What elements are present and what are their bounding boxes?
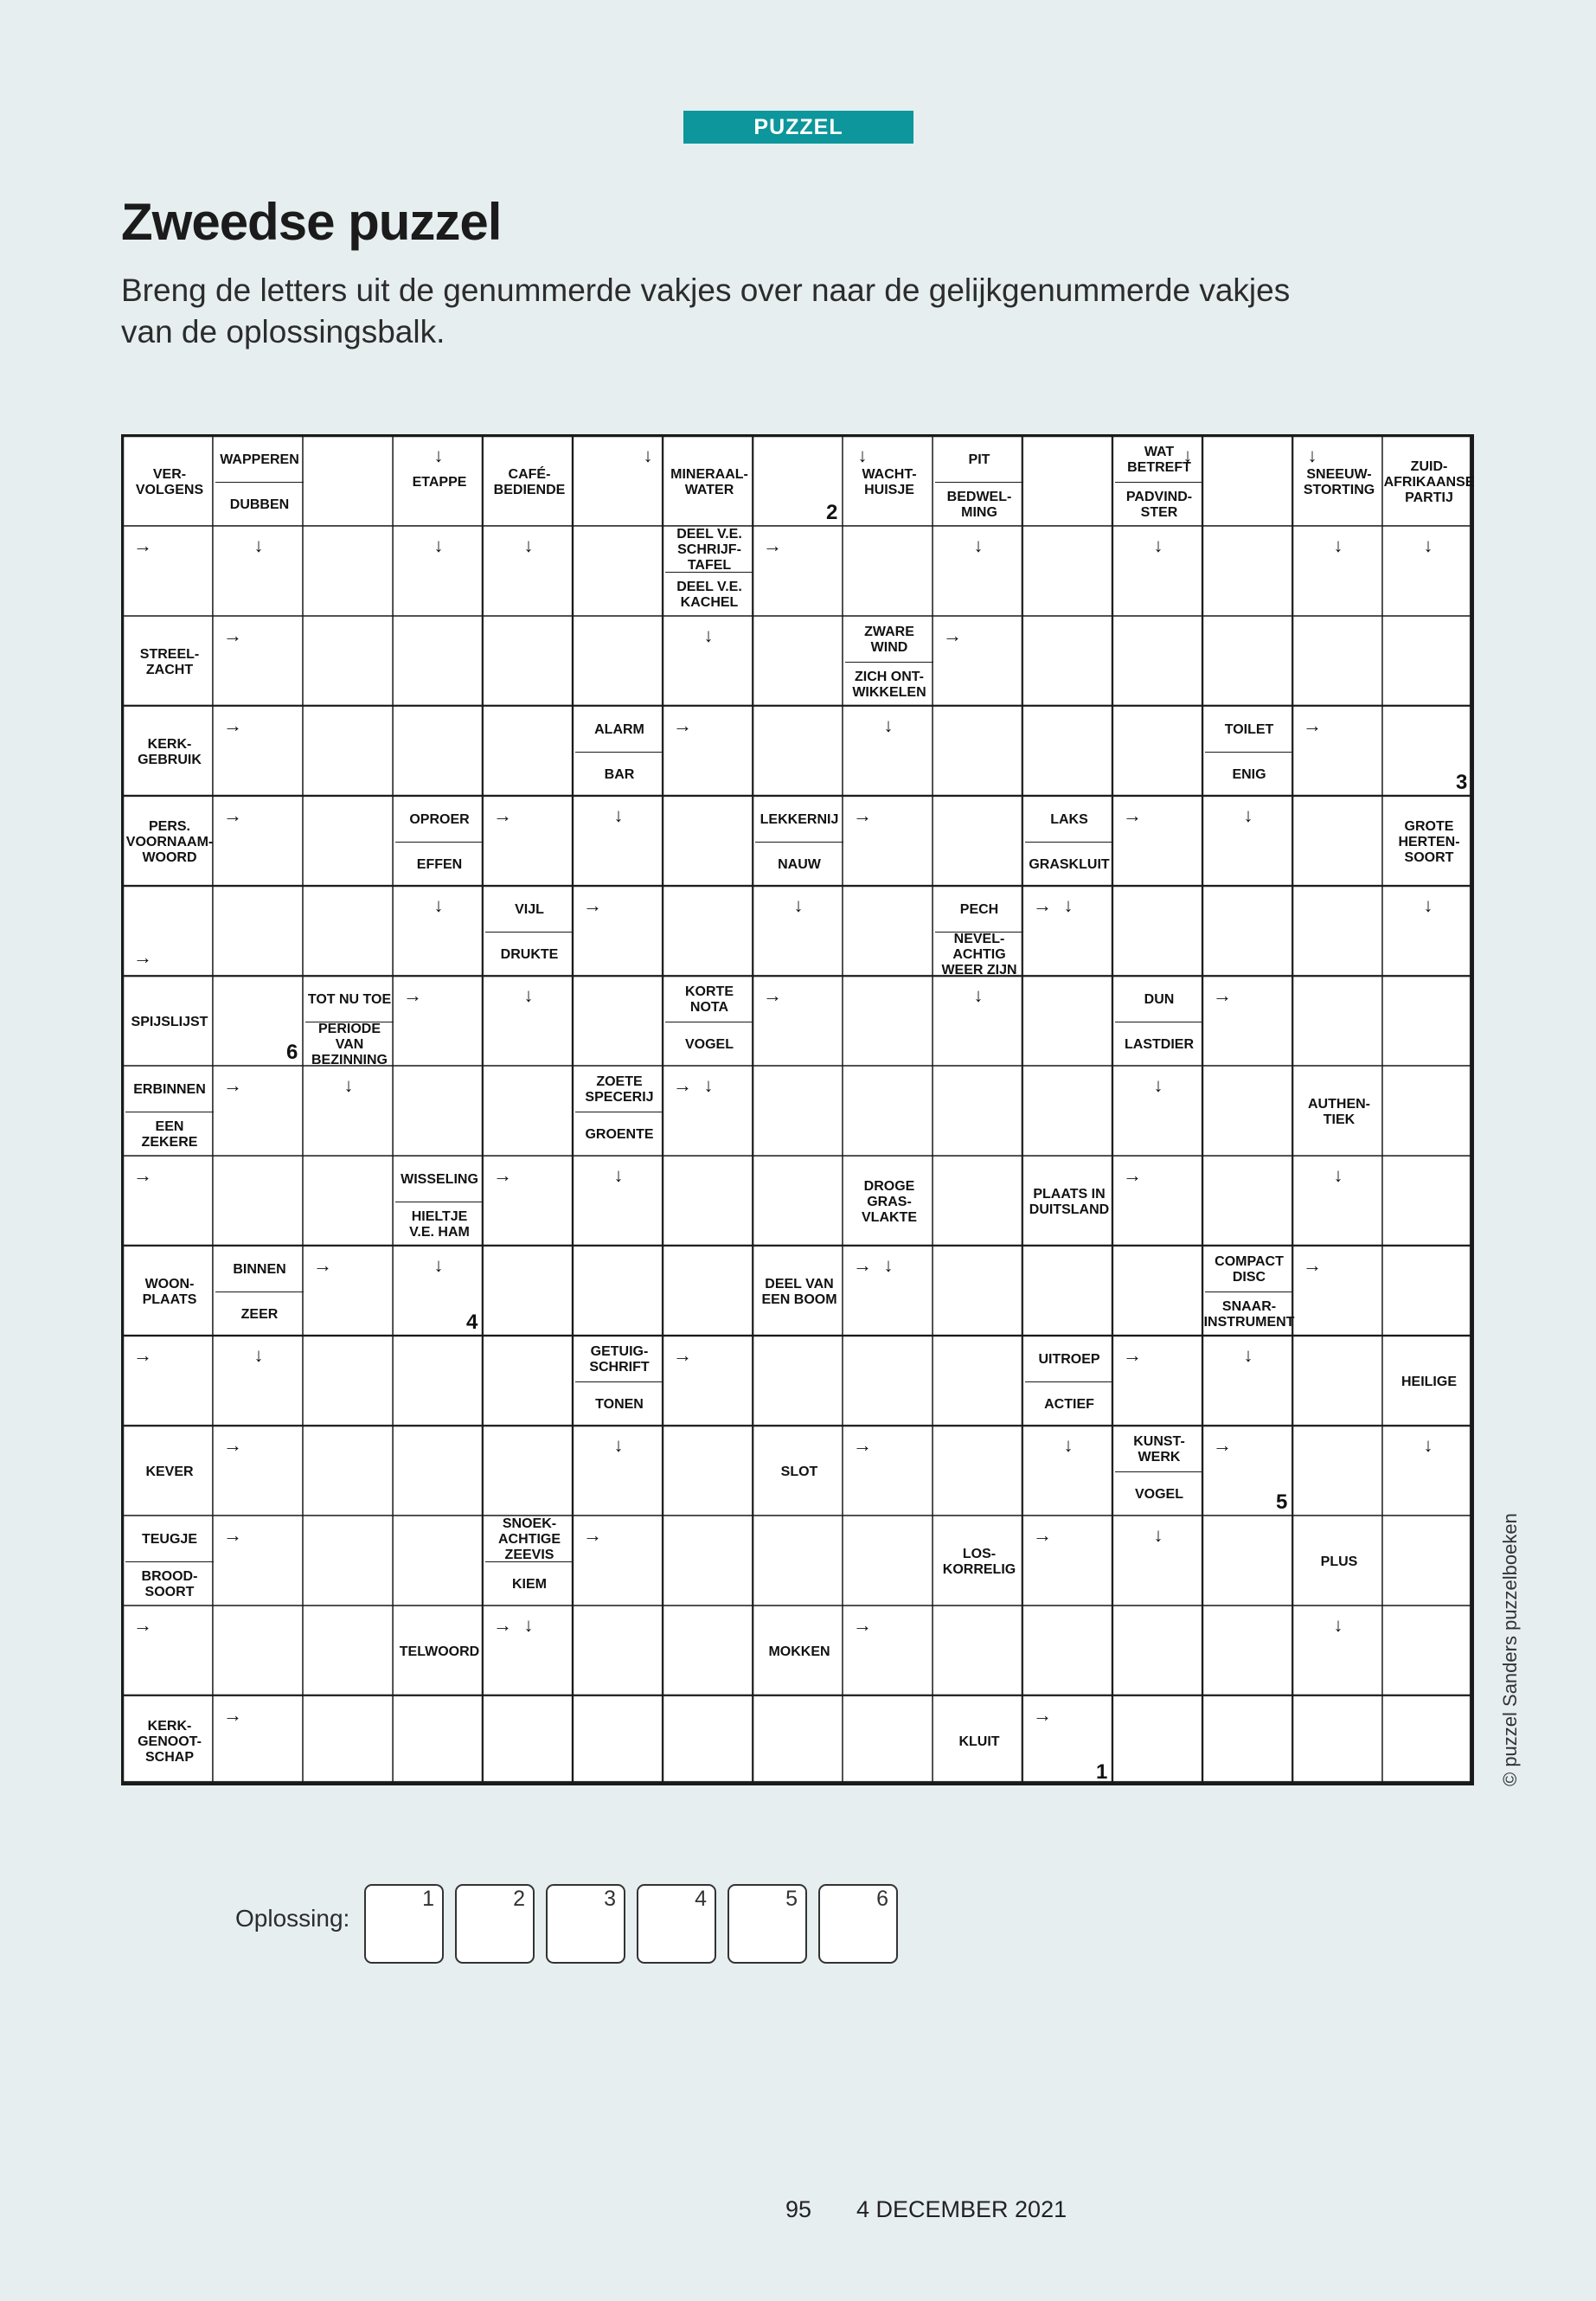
solution-box-3[interactable] (546, 1884, 625, 1964)
arrow-down-icon: ↓ (253, 535, 264, 556)
arrow-right-icon: → (1303, 1254, 1322, 1276)
arrow-right-icon: → (583, 1524, 602, 1546)
clue-7-9: DEEL VAN EEN BOOM (761, 1277, 837, 1307)
arrow-down-icon: ↓ (1153, 1074, 1163, 1096)
clue-14-0: ZUID- AFRIKAANSE PARTIJ (1383, 459, 1475, 505)
clue-11-6-bottom: LASTDIER (1125, 1036, 1194, 1052)
arrow-right-icon: → (853, 1254, 872, 1276)
cell-number-4: 4 (466, 1311, 478, 1334)
arrow-down-icon: ↓ (1333, 535, 1343, 556)
clue-8-2-bottom: ZICH ONT- WIKKELEN (852, 669, 926, 700)
solution-box-number: 6 (876, 1887, 888, 1911)
clue-12-3-bottom: ENIG (1232, 766, 1266, 782)
arrow-down-icon: ↓ (793, 894, 804, 916)
arrow-down-icon: ↓ (613, 804, 624, 826)
clue-0-6: SPIJSLIJST (131, 1015, 208, 1029)
arrow-right-icon: → (223, 625, 242, 646)
arrow-down-icon: ↓ (1183, 445, 1193, 466)
arrow-down-icon: ↓ (883, 1254, 894, 1276)
arrow-right-icon: → (1123, 804, 1142, 826)
clue-0-7-top: ERBINNEN (125, 1068, 214, 1112)
arrow-right-icon: → (943, 625, 962, 646)
arrow-down-icon: ↓ (1153, 1524, 1163, 1546)
arrow-right-icon: → (1123, 1164, 1142, 1186)
solution-box-number: 5 (785, 1887, 798, 1911)
cell-number-1: 1 (1096, 1760, 1108, 1784)
clue-0-14: KERK- GENOOT- SCHAP (138, 1719, 202, 1765)
clue-12-3-top: TOILET (1205, 708, 1293, 753)
solution-box-6[interactable] (818, 1884, 898, 1964)
arrow-down-icon: ↓ (1307, 445, 1317, 466)
clue-3-8-top: WISSELING (395, 1158, 484, 1202)
clue-11-0-bottom: PADVIND- STER (1125, 489, 1193, 520)
arrow-down-icon: ↓ (1063, 1434, 1074, 1456)
clue-11-0-top: WAT BETREFT (1115, 439, 1203, 483)
arrow-right-icon: → (313, 1254, 332, 1276)
clue-7-11: SLOT (780, 1465, 818, 1479)
arrow-right-icon: → (763, 984, 782, 1006)
clue-7-13: MOKKEN (768, 1644, 830, 1659)
cell-number-3: 3 (1456, 771, 1468, 794)
arrow-right-icon: → (853, 1614, 872, 1636)
clue-0-9: WOON- PLAATS (142, 1277, 197, 1307)
clue-9-5-top: PECH (935, 888, 1023, 933)
arrow-right-icon: → (583, 894, 602, 916)
arrow-right-icon: → (223, 1434, 242, 1456)
clue-3-8-bottom: HIELTJE V.E. HAM (409, 1208, 470, 1240)
clue-12-9-top: COMPACT DISC (1205, 1248, 1293, 1292)
clue-10-10-bottom: ACTIEF (1044, 1396, 1094, 1412)
arrow-right-icon: → (1033, 1704, 1052, 1726)
arrow-down-icon: ↓ (613, 1164, 624, 1186)
solution-box-number: 1 (422, 1887, 434, 1911)
arrow-right-icon: → (223, 1524, 242, 1546)
arrow-down-icon: ↓ (1063, 894, 1074, 916)
arrow-right-icon: → (493, 1614, 512, 1636)
arrow-down-icon: ↓ (523, 984, 534, 1006)
clue-13-0: SNEEUW- STORTING (1303, 467, 1375, 497)
arrow-right-icon: → (673, 715, 692, 736)
clue-4-12-top: SNOEK- ACHTIGE ZEEVIS (485, 1518, 574, 1562)
clue-7-4-top: LEKKERNIJ (755, 798, 843, 843)
clue-5-3-top: ALARM (575, 708, 663, 753)
arrow-down-icon: ↓ (433, 535, 444, 556)
arrow-down-icon: ↓ (703, 625, 714, 646)
arrow-down-icon: ↓ (1423, 535, 1433, 556)
clue-2-6-top: TOT NU TOE (305, 978, 394, 1022)
solution-label: Oplossing: (235, 1905, 350, 1932)
clue-3-4-top: OPROER (395, 798, 484, 843)
copyright-note: © puzzel Sanders puzzelboeken (1499, 1513, 1521, 1786)
clue-8-8: DROGE GRAS- VLAKTE (862, 1179, 917, 1225)
clue-3-4-bottom: EFFEN (416, 856, 463, 872)
clue-9-0-top: PIT (935, 439, 1023, 483)
arrow-down-icon: ↓ (1243, 1344, 1253, 1366)
clue-9-12: LOS- KORRELIG (942, 1547, 1016, 1577)
arrow-down-icon: ↓ (1333, 1614, 1343, 1636)
arrow-down-icon: ↓ (1153, 535, 1163, 556)
clue-5-3-bottom: BAR (604, 766, 635, 782)
solution-box-4[interactable] (637, 1884, 716, 1964)
clue-0-11: KEVER (145, 1465, 194, 1479)
arrow-down-icon: ↓ (973, 984, 984, 1006)
clue-11-11-top: KUNST- WERK (1115, 1428, 1203, 1472)
clue-13-12: PLUS (1320, 1554, 1358, 1569)
solution-bar (235, 1884, 910, 1966)
clue-5-7-bottom: GROENTE (585, 1126, 654, 1142)
clue-10-10-top: UITROEP (1025, 1338, 1113, 1382)
solution-box-number: 4 (695, 1887, 707, 1911)
arrow-down-icon: ↓ (643, 445, 653, 466)
clue-1-0-bottom: DUBBEN (229, 497, 290, 512)
clue-4-0: CAFÉ- BEDIENDE (493, 467, 566, 497)
arrow-right-icon: → (223, 804, 242, 826)
arrow-right-icon: → (223, 1704, 242, 1726)
arrow-right-icon: → (1033, 1524, 1052, 1546)
arrow-down-icon: ↓ (253, 1344, 264, 1366)
arrow-right-icon: → (763, 535, 782, 556)
cell-number-5: 5 (1276, 1490, 1288, 1514)
clue-1-9-top: BINNEN (215, 1248, 304, 1292)
arrow-down-icon: ↓ (1333, 1164, 1343, 1186)
clue-9-5-bottom: NEVEL- ACHTIG WEER ZIJN (941, 931, 1017, 977)
arrow-down-icon: ↓ (343, 1074, 354, 1096)
arrow-right-icon: → (673, 1074, 692, 1096)
clue-0-12-bottom: BROOD- SOORT (141, 1568, 198, 1599)
arrow-down-icon: ↓ (1423, 894, 1433, 916)
clue-1-9-bottom: ZEER (240, 1306, 279, 1322)
cell-number-6: 6 (286, 1041, 298, 1064)
clue-11-6-top: DUN (1115, 978, 1203, 1022)
arrow-down-icon: ↓ (523, 535, 534, 556)
arrow-down-icon: ↓ (703, 1074, 714, 1096)
clue-0-2: STREEL- ZACHT (139, 647, 200, 677)
solution-box-number: 2 (513, 1887, 525, 1911)
solution-box-2[interactable] (455, 1884, 535, 1964)
arrow-right-icon: → (1213, 984, 1232, 1006)
instructions: Breng de letters uit de genummerde vakjes over naar de gelijkgenummerde vakjes van de oplossingsbalk. (121, 272, 1291, 349)
arrow-right-icon: → (133, 1614, 152, 1636)
clue-0-12-top: TEUGJE (125, 1518, 214, 1562)
arrow-down-icon: ↓ (1243, 804, 1253, 826)
clue-10-8: PLAATS IN DUITSLAND (1029, 1187, 1110, 1217)
arrow-down-icon: ↓ (1423, 1434, 1433, 1456)
arrow-right-icon: → (403, 984, 422, 1006)
clue-9-14: KLUIT (958, 1734, 1000, 1749)
clue-9-0-bottom: BEDWEL- MING (946, 489, 1012, 520)
clue-6-6-bottom: VOGEL (684, 1036, 734, 1052)
clue-6-1-top: DEEL V.E. SCHRIJF- TAFEL (665, 529, 753, 573)
arrow-right-icon: → (1033, 894, 1052, 916)
page-title: Zweedse puzzel (121, 193, 502, 251)
clue-0-0: VER- VOLGENS (135, 467, 204, 497)
clue-4-12-bottom: KIEM (512, 1576, 547, 1592)
arrow-right-icon: → (493, 804, 512, 826)
puzzle-grid[interactable] (121, 434, 1474, 1785)
issue-date: 4 DECEMBER 2021 (856, 2196, 1067, 2222)
clue-1-0-top: WAPPEREN (215, 439, 304, 483)
arrow-right-icon: → (1303, 715, 1322, 736)
clue-2-6-bottom: PERIODE VAN BEZINNING (311, 1021, 388, 1067)
arrow-right-icon: → (133, 1164, 152, 1186)
arrow-down-icon: ↓ (523, 1614, 534, 1636)
clue-13-7: AUTHEN- TIEK (1308, 1097, 1370, 1127)
arrow-right-icon: → (1213, 1434, 1232, 1456)
cell-number-2: 2 (826, 501, 838, 524)
arrow-right-icon: → (1123, 1344, 1142, 1366)
arrow-right-icon: → (223, 715, 242, 736)
arrow-down-icon: ↓ (883, 715, 894, 736)
clue-12-9-bottom: SNAAR- INSTRUMENT (1203, 1298, 1295, 1330)
clue-4-5-top: VIJL (485, 888, 574, 933)
clue-4-5-bottom: DRUKTE (500, 946, 559, 962)
clue-14-4: GROTE HERTEN- SOORT (1398, 819, 1460, 865)
solution-box-5[interactable] (727, 1884, 807, 1964)
arrow-right-icon: → (493, 1164, 512, 1186)
clue-5-10-top: GETUIG- SCHRIFT (575, 1338, 663, 1382)
arrow-right-icon: → (853, 1434, 872, 1456)
clue-6-1-bottom: DEEL V.E. KACHEL (676, 579, 742, 610)
clue-8-2-top: ZWARE WIND (845, 619, 933, 663)
section-tag: PUZZEL (683, 111, 913, 144)
clue-6-6-top: KORTE NOTA (665, 978, 753, 1022)
arrow-right-icon: → (673, 1344, 692, 1366)
arrow-right-icon: → (133, 946, 152, 968)
clue-14-10: HEILIGE (1401, 1375, 1457, 1389)
page-number: 95 (785, 2196, 812, 2222)
clue-11-11-bottom: VOGEL (1134, 1486, 1183, 1502)
solution-box-number: 3 (604, 1887, 616, 1911)
clue-0-7-bottom: EEN ZEKERE (141, 1118, 198, 1150)
clue-0-3: KERK- GEBRUIK (138, 737, 202, 767)
arrow-right-icon: → (853, 804, 872, 826)
arrow-down-icon: ↓ (973, 535, 984, 556)
arrow-right-icon: → (133, 535, 152, 556)
arrow-down-icon: ↓ (857, 445, 868, 466)
arrow-right-icon: → (133, 1344, 152, 1366)
clue-10-4-top: LAKS (1025, 798, 1113, 843)
arrow-down-icon: ↓ (433, 1254, 444, 1276)
arrow-down-icon: ↓ (613, 1434, 624, 1456)
clue-0-4: PERS. VOORNAAM- WOORD (125, 819, 214, 865)
arrow-down-icon: ↓ (433, 445, 444, 466)
clue-3-13: TELWOORD (399, 1644, 480, 1659)
solution-box-1[interactable] (364, 1884, 444, 1964)
clue-7-4-bottom: NAUW (778, 856, 821, 872)
clue-6-0: MINERAAL- WATER (670, 467, 748, 497)
clue-10-4-bottom: GRASKLUIT (1029, 856, 1110, 872)
clue-3-0: ETAPPE (412, 475, 467, 490)
clue-5-7-top: ZOETE SPECERIJ (575, 1068, 663, 1112)
arrow-down-icon: ↓ (433, 894, 444, 916)
clue-5-10-bottom: TONEN (595, 1396, 644, 1412)
clue-8-0: WACHT- HUISJE (862, 467, 917, 497)
arrow-right-icon: → (223, 1074, 242, 1096)
